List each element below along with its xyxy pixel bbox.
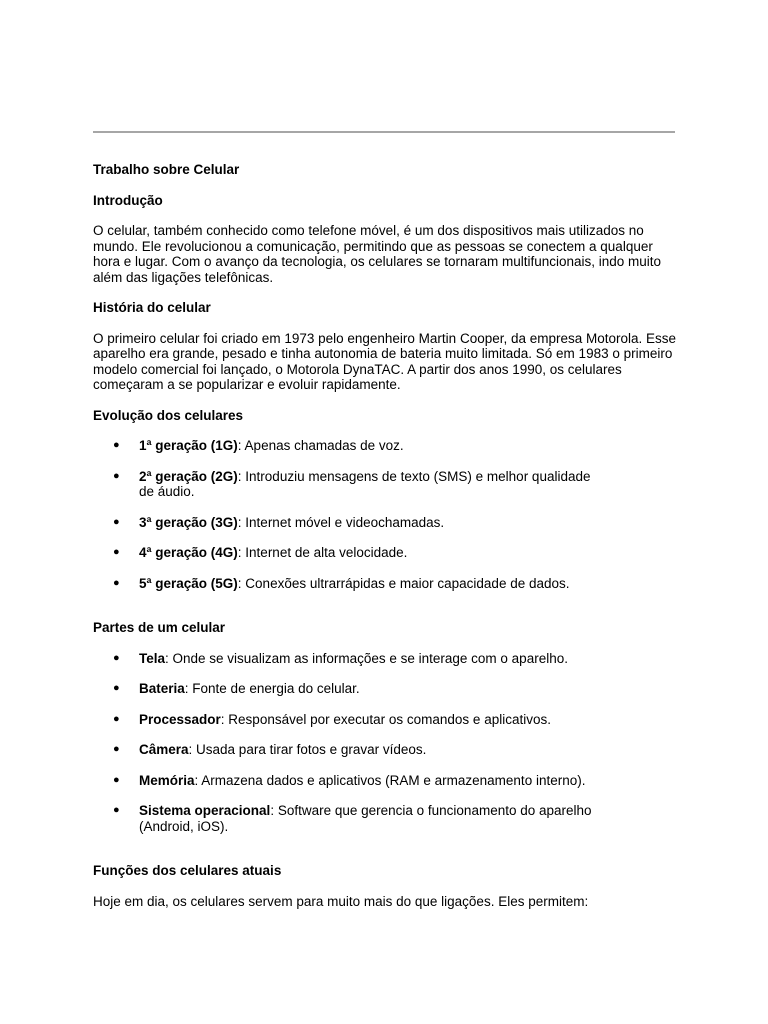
bullet-icon: ● [113,469,120,482]
list-item [93,742,683,758]
document-title: Trabalho sobre Celular [93,162,240,177]
list-item [93,803,594,834]
list-item-desc: : Onde se visualizam as informações e se interage com o aparelho. [165,650,568,666]
list-item-desc: : Introduziu mensagens de texto (SMS) e melhor qualidade de áudio. [139,468,591,499]
list-item [93,576,683,592]
list-item-term: Sistema operacional [139,803,271,818]
list-item-desc: : Apenas chamadas de voz. [237,438,404,453]
list-item-desc: : Armazena dados e aplicativos (RAM e armazenamento interno). [194,772,586,788]
list-item [93,773,683,789]
history-paragraph: O primeiro celular foi criado em 1973 pelo engenheiro Martin Cooper, da empresa Motorola. Esse aparelho era grande, pesado e tinha autonomia de bateria muito limitada. Só em 1983 o primeiro modelo comercial foi lançado, o Motorola DynaTAC. A partir dos anos 1990, os celulares começaram a se popularizar e evoluir rapidamente. [93,330,677,392]
functions-heading: Funções dos celulares atuais [93,863,282,878]
bullet-icon: ● [113,515,120,528]
bullet-icon: ● [113,439,120,451]
list-item-term: Processador [139,711,221,727]
list-item-term: Memória [139,772,195,788]
list-item-term: Câmera [139,742,189,757]
bullet-icon: ● [113,773,120,786]
bullet-icon: ● [113,651,120,664]
list-item-desc: : Usada para tirar fotos e gravar vídeos. [188,742,427,757]
list-item [93,438,683,454]
parts-heading: Partes de um celular [93,620,226,635]
list-item [93,469,605,500]
list-item [93,681,683,697]
intro-paragraph: O celular, também conhecido como telefone móvel, é um dos dispositivos mais utilizados no mundo. Ele revolucionou a comunicação, permitindo que as pessoas se conectem a qualquer hora e lugar. Com o avanço da tecnologia, os celulares se tornaram multifuncionais, indo muito além das ligações telefônicas. [93,223,662,285]
list-item-term: 3ª geração (3G) [139,514,238,530]
list-item-desc: : Conexões ultrarrápidas e maior capacidade de dados. [237,575,570,591]
history-heading: História do celular [93,300,211,315]
list-item-desc: : Internet de alta velocidade. [237,545,408,560]
list-item-term: 4ª geração (4G) [139,545,238,560]
list-item [93,651,683,667]
list-item-desc: : Responsável por executar os comandos e aplicativos. [220,711,551,727]
list-item-term: Bateria [139,681,185,696]
list-item-term: 2ª geração (2G) [139,468,238,484]
list-item-term: Tela [139,650,166,666]
list-item-desc: : Fonte de energia do celular. [184,681,360,696]
document-body [93,162,683,909]
intro-heading: Introdução [93,192,163,208]
bullet-icon: ● [113,804,120,816]
bullet-icon: ● [113,743,120,755]
list-item [93,545,683,561]
bullet-icon: ● [113,682,120,694]
evolution-list [93,438,683,591]
list-item [93,712,683,728]
functions-paragraph: Hoje em dia, os celulares servem para muito mais do que ligações. Eles permitem: [93,893,589,909]
list-item-term: 1ª geração (1G) [139,438,238,453]
header-divider [93,131,675,133]
list-item-term: 5ª geração (5G) [139,575,238,591]
list-item-desc: : Software que gerencia o funcionamento do aparelho (Android, iOS). [139,803,592,834]
bullet-icon: ● [113,546,120,558]
parts-list [93,651,683,835]
bullet-icon: ● [113,712,120,725]
list-item [93,515,683,531]
evolution-heading: Evolução dos celulares [93,407,244,423]
list-item-desc: : Internet móvel e videochamadas. [237,514,445,530]
bullet-icon: ● [113,576,120,589]
